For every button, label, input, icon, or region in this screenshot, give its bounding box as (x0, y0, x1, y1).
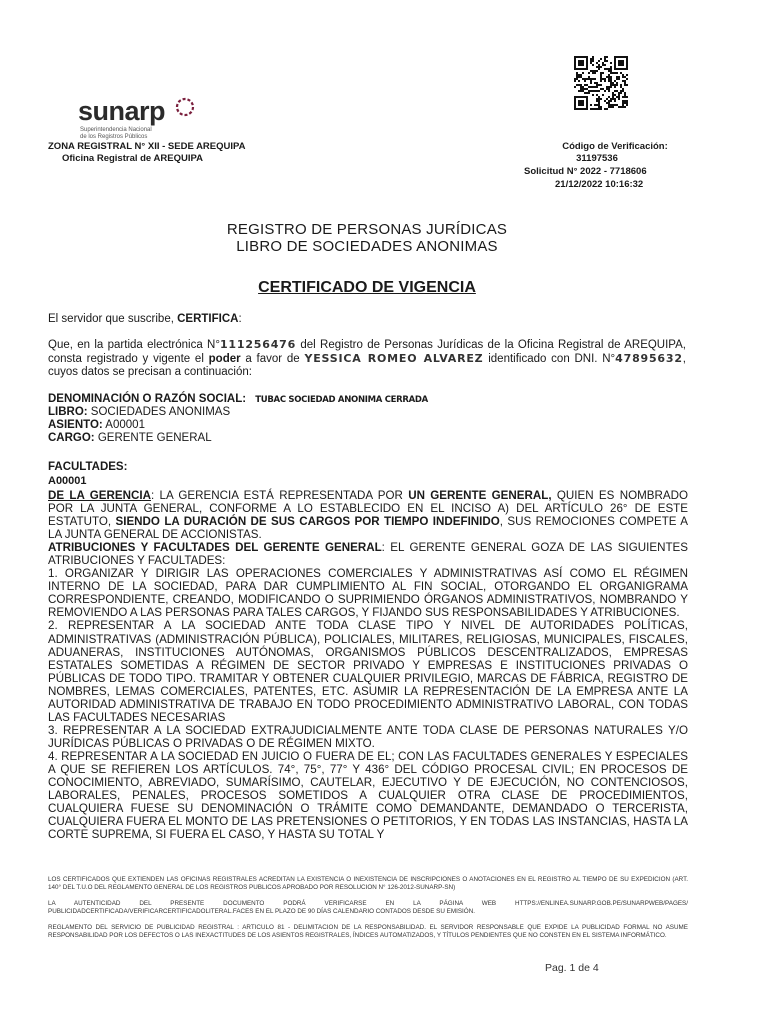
gerencia-text-e: , SUS REMOCIONES COMPETE A LA JUNTA GENERAL DE ACCIONISTAS. (48, 515, 688, 542)
atribuciones-paragraph (48, 541, 688, 567)
footer-note-1: LOS CERTIFICADOS QUE EXTIENDEN LAS OFICINAS REGISTRALES ACREDITAN LA EXISTENCIA O INEXISTENCIA DE INSCRIPCIONES O ANOTACIONES EN EL REGISTRO AL TIEMPO DE SU EXPEDICION (ART. 140° DEL T.U.O DEL REGLAMENTO GENERAL DE LOS REGISTROS PUBLICOS APROBADO POR RESOLUCION N° 126-2012-SUNARP-SN) (48, 876, 688, 891)
denominacion-row (48, 393, 428, 407)
partida-number: 111256476 (219, 338, 297, 351)
facultades-body (48, 489, 688, 841)
beneficiary-name: YESSICA ROMEO ALVAREZ (304, 352, 484, 366)
codigo-value: 31197536 (576, 153, 618, 164)
asiento-label: ASIENTO: (48, 419, 103, 431)
intro-p-d: identificado con DNI. N° (483, 353, 616, 366)
gerencia-heading: DE LA GERENCIA (48, 489, 151, 502)
denominacion-value: TUBAC SOCIEDAD ANONIMA CERRADA (255, 395, 428, 405)
page-number: Pag. 1 de 4 (545, 962, 599, 974)
facultades-asiento: A00001 (48, 475, 87, 487)
gerencia-text-d: SIENDO LA DURACIÓN DE SUS CARGOS POR TIEMPO INDEFINIDO (115, 515, 500, 529)
gerencia-text-a: : LA GERENCIA ESTÁ REPRESENTADA POR (150, 489, 409, 502)
emission-date: 21/12/2022 10:16:32 (555, 179, 644, 190)
gerencia-text-b: UN GERENTE GENERAL, (408, 489, 552, 502)
libro-row (48, 406, 230, 419)
registry-title: REGISTRO DE PERSONAS JURÍDICAS (226, 221, 508, 238)
asiento-row (48, 419, 145, 432)
intro-p-e: , cuyos datos se precisan a continuación: (48, 353, 686, 379)
footer-note-3: REGLAMENTO DEL SERVICIO DE PUBLICIDAD REGISTRAL : ARTICULO 81 - DELIMITACION DE LA RESPONSABILIDAD. EL SERVIDOR RESPONSABLE QUE EXPIDE LA PUBLICIDAD FORMAL NO ASUME RESPONSABILIDAD POR LOS DEFECTOS O LAS INEXACTITUDES DE LOS ASIENTOS REGISTRALES, ÍNDICES AUTOMATIZADOS, Y TÍTULOS PENDIENTES QUE NO CONSTEN EN EL SISTEMA INFORMÁTICO. (48, 924, 688, 939)
footer-note-2: LA AUTENTICIDAD DEL PRESENTE DOCUMENTO PODRÁ VERIFICARSE EN LA PÁGINA WEB HTTPS://ENLINEA.SUNARP.GOB.PE/SUNARPWEB/PAGES/ PUBLICIDADCERTIFICADA/VERIFICARCERTIFICADOLITERAL.FACES EN EL PLAZO DE 90 DÍAS CALENDARIO CONTADOS DESDE SU EMISIÓN. (48, 900, 688, 915)
atribuciones-text: : EL GERENTE GENERAL GOZA DE LAS SIGUIENTES ATRIBUCIONES Y FACULTADES: (48, 541, 688, 568)
intro-colon: : (238, 313, 242, 325)
sunarp-logo-mark-icon (174, 96, 196, 118)
gerencia-text-c: QUIEN ES NOMBRADO POR LA JUNTA GENERAL, CONFORME A LO ESTABLECIDO EN EL INCISO A) DEL ARTÍCULO 26° DE ESTE ESTATUTO, (48, 489, 688, 529)
facultad-item-2: 2. REPRESENTAR A LA SOCIEDAD ANTE TODA CLASE TIPO Y NIVEL DE AUTORIDADES POLÍTICAS, ADMINISTRATIVAS (ADMINISTRACIÓN PÚBLICA), POLICIALES, MILITARES, RELIGIOSAS, MUNICIPALES, FISCALES, ADUANERAS, INSTITUCIONES AUTÓNOMAS, ORGANISMOS PÚBLICOS DESCENTRALIZADOS, EMPRESAS ESTATALES SOMETIDAS A RÉGIMEN DE SECTOR PRIVADO Y EMPRESAS E INSTITUCIONES PRIVADAS O PÚBLICAS DE TODO TIPO. TRAMITAR Y OBTENER CUALQUIER PRIVILEGIO, MARCAS DE FÁBRICA, REGISTRO DE NOMBRES, LEMAS COMERCIALES, PATENTES, ETC. ASUMIR LA REPRESENTACIÓN DE LA EMPRESA ANTE LA AUTORIDAD ADMINISTRATIVA DE TRABAJO EN TODO PROCEDIMIENTO ADMINISTRATIVO LABORAL, CON TODAS LAS FACULTADES NECESARIAS (48, 619, 688, 724)
book-title: LIBRO DE SOCIEDADES ANONIMAS (236, 238, 498, 255)
certifica-word: CERTIFICA (177, 313, 239, 325)
facultad-item-3: 3. REPRESENTAR A LA SOCIEDAD EXTRAJUDICIALMENTE ANTE TODA CLASE DE PERSONAS NATURALES Y/O JURÍDICAS PÚBLICAS O PRIVADAS O DE RÉGIMEN MIXTO. (48, 723, 688, 750)
facultad-item-1: 1. ORGANIZAR Y DIRIGIR LAS OPERACIONES COMERCIALES Y ADMINISTRATIVAS ASÍ COMO EL RÉGIMEN INTERNO DE LA SOCIEDAD, PARA DAR CUMPLIMIENTO AL FIN SOCIAL, OTORGANDO EL ORGANIGRAMA CORRESPONDIENTE, CREANDO, MODIFICANDO O SUPRIMIENDO ÓRGANOS ADMINISTRATIVOS, NOMBRANDO Y REMOVIENDO A LAS PERSONAS PARA TALES CARGOS, Y FIJANDO SUS RESPONSABILIDADES Y ATRIBUCIONES. (48, 567, 688, 620)
cargo-row (48, 432, 212, 445)
facultades-label: FACULTADES: (48, 461, 128, 473)
denominacion-label: DENOMINACIÓN O RAZÓN SOCIAL: (48, 393, 247, 405)
dni-number: 47895632 (615, 352, 683, 366)
facultad-item-4: 4. REPRESENTAR A LA SOCIEDAD EN JUICIO O FUERA DE EL; CON LAS FACULTADES GENERALES Y ESPECIALES A QUE SE REFIEREN LOS ARTÍCULOS. 74°, 75°, 77° Y 436° DEL CÓDIGO PROCESAL CIVIL; EN PROCESOS DE CONOCIMIENTO, ABREVIADO, SUMARÍSIMO, CAUTELAR, EJECUTIVO Y DE EJECUCIÓN, NO CONTENCIOSOS, LABORALES, PENALES, PROCESOS SOMETIDOS A CUALQUIER OTRA CLASE DE PROCEDIMIENTOS, CUALQUIERA FUESE SU DENOMINACIÓN O TRÁMITE COMO DEMANDANTE, DEMANDADO O TERCERISTA, CUALQUIERA FUERA EL MONTO DE LAS PRETENSIONES O PETITORIOS, Y EN TODAS LAS INSTANCIAS, HASTA LA CORTE SUPREMA, SI FUERA EL CASO, Y HASTA SU TOTAL Y (48, 749, 688, 842)
gerencia-paragraph (48, 489, 688, 541)
asiento-value: A00001 (102, 419, 145, 431)
logo-wordmark: sunarp (78, 96, 166, 126)
intro-p-b: del Registro de Personas Jurídicas de la Oficina Registral de AREQUIPA, consta registrado y vigente el (48, 339, 686, 366)
libro-label: LIBRO: (48, 406, 88, 418)
intro-text: El servidor que suscribe, (48, 313, 178, 325)
sunarp-logo (78, 96, 198, 142)
intro-paragraph (48, 338, 686, 380)
libro-value: SOCIEDADES ANONIMAS (87, 406, 231, 418)
cargo-label: CARGO: (48, 432, 95, 444)
intro-p-a: Que, en la partida electrónica N° (48, 339, 220, 351)
zona-registral: ZONA REGISTRAL N° XII - SEDE AREQUIPA (48, 141, 246, 152)
solicitud-number: Solicitud N° 2022 - 7718606 (524, 166, 647, 177)
poder-word: poder (208, 353, 241, 366)
qr-code-icon (574, 56, 628, 110)
codigo-label: Código de Verificación: (562, 141, 668, 152)
logo-subtitle: Superintendencia Nacional de los Registros Públicos (80, 127, 152, 140)
intro-line (48, 313, 242, 326)
oficina-registral: Oficina Registral de AREQUIPA (62, 153, 203, 164)
certificate-title: CERTIFICADO DE VIGENCIA (258, 279, 476, 296)
atribuciones-heading: ATRIBUCIONES Y FACULTADES DEL GERENTE GENERAL (48, 541, 382, 555)
cargo-value: GERENTE GENERAL (94, 432, 212, 444)
intro-p-c: a favor de (240, 353, 305, 366)
